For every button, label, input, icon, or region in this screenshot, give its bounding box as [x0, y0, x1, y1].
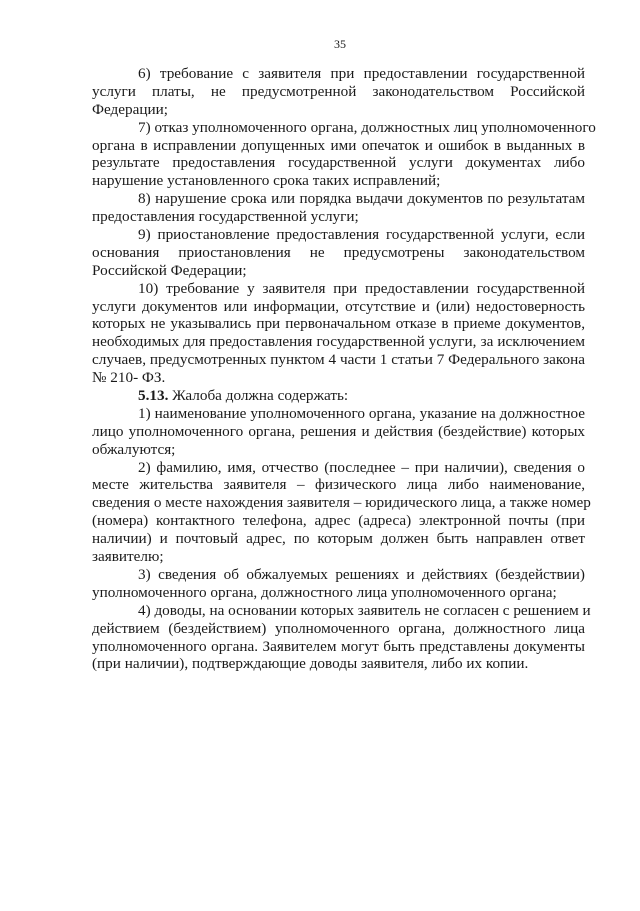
paragraph-item-8	[92, 190, 585, 226]
text-line: Российской Федерации;	[92, 261, 247, 279]
paragraph-item-7	[92, 118, 596, 191]
paragraph-complaint-3	[92, 566, 585, 602]
paragraph-item-6	[92, 65, 585, 119]
paragraph-item-9	[92, 226, 585, 280]
text-line: 1) наименование уполномоченного органа, указание на должностное	[138, 404, 585, 422]
text-line: нарушение установленного срока таких исправлений;	[92, 172, 441, 190]
section-heading-text: Жалоба должна содержать:	[168, 387, 349, 405]
section-number: 5.13.	[138, 387, 169, 405]
page-number: 35	[334, 37, 346, 51]
text-line: 7) отказ уполномоченного органа, должностных лиц уполномоченного	[138, 118, 596, 136]
paragraph-complaint-1	[92, 405, 585, 459]
text-line: которых не указывались при первоначальном отказе в приеме документов,	[92, 315, 585, 333]
text-line: 2) фамилию, имя, отчество (последнее – при наличии), сведения о	[138, 458, 585, 476]
text-line: случаев, предусмотренных пунктом 4 части 1 статьи 7 Федерального закона	[92, 351, 585, 369]
document-body	[92, 65, 596, 673]
text-line: наличии) и почтовый адрес, по которым должен быть направлен ответ	[92, 530, 585, 548]
text-line: 8) нарушение срока или порядка выдачи документов по результатам	[138, 190, 585, 208]
text-line: заявителю;	[92, 548, 164, 566]
text-line: 3) сведения об обжалуемых решениях и действиях (бездействии)	[138, 565, 585, 583]
text-line: услуги платы, не предусмотренной законодательством Российской	[92, 82, 585, 100]
section-heading-5-13	[92, 387, 585, 405]
paragraph-item-10	[92, 280, 585, 387]
text-line: 10) требование у заявителя при предоставлении государственной	[138, 279, 585, 297]
text-line: (номера) контактного телефона, адрес (адреса) электронной почты (при	[92, 512, 585, 530]
text-line: услуги документов или информации, отсутствие и (или) недостоверность	[92, 297, 585, 315]
text-line: уполномоченного органа. Заявителем могут быть представлены документы	[92, 637, 585, 655]
text-line: 9) приостановление предоставления государственной услуги, если	[138, 226, 585, 244]
text-line: сведения о месте нахождения заявителя – юридического лица, а также номер	[92, 494, 591, 512]
text-line: 6) требование с заявителя при предоставлении государственной	[138, 65, 585, 82]
text-line: уполномоченного органа, должностного лица уполномоченного органа;	[92, 583, 557, 601]
text-line: органа в исправлении допущенных ими опечаток и ошибок в выданных в	[92, 136, 585, 154]
text-line: месте жительства заявителя – физического лица либо наименование,	[92, 476, 585, 494]
paragraph-complaint-2	[92, 458, 591, 566]
text-line: Федерации;	[92, 100, 168, 118]
text-line	[92, 387, 585, 405]
text-line: действием (бездействием) уполномоченного органа, должностного лица	[92, 619, 585, 637]
text-line: предоставления государственной услуги;	[92, 208, 359, 226]
text-line: обжалуются;	[92, 440, 176, 458]
text-line: лицо уполномоченного органа, решения и действия (бездействие) которых	[92, 422, 585, 440]
text-line: необходимых для предоставления государственной услуги, за исключением	[92, 333, 585, 351]
text-line: 4) доводы, на основании которых заявитель не согласен с решением и	[138, 601, 591, 619]
text-line: (при наличии), подтверждающие доводы заявителя, либо их копии.	[92, 655, 529, 673]
text-line: результате предоставления государственной услуги документах либо	[92, 154, 585, 172]
paragraph-complaint-4	[92, 601, 591, 674]
text-line: основания приостановления не предусмотрены законодательством	[92, 243, 585, 261]
text-line: № 210- ФЗ.	[92, 369, 166, 387]
